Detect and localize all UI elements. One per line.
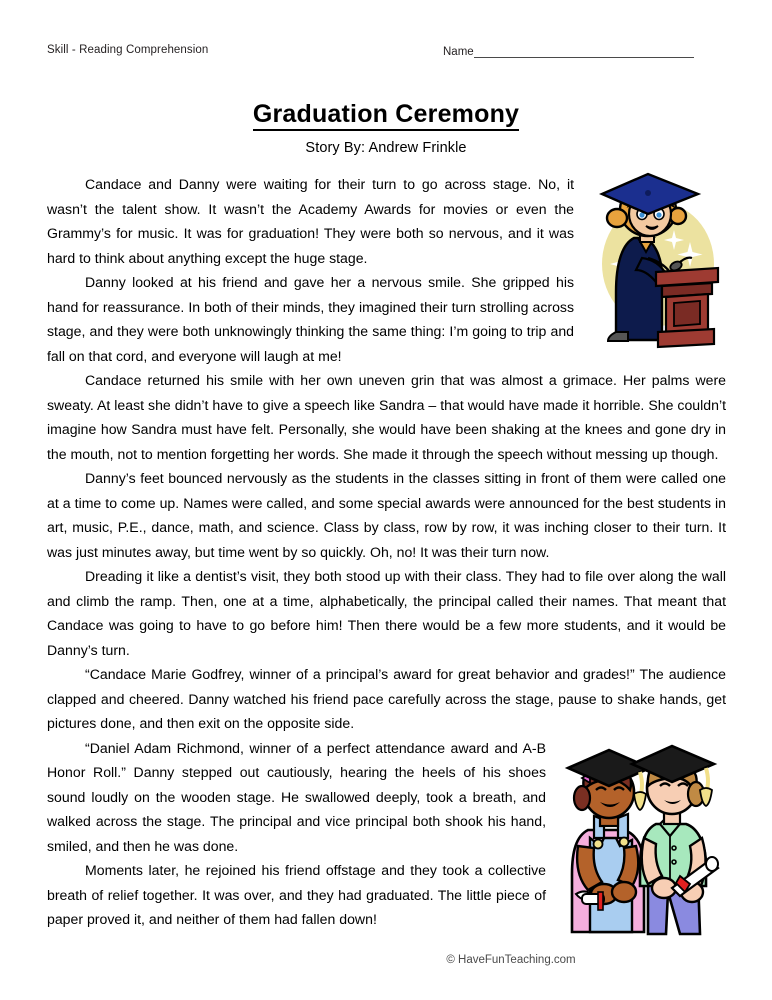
illustration-graduate-at-podium <box>586 172 726 350</box>
worksheet-header <box>47 44 725 64</box>
name-field-group <box>443 44 694 58</box>
name-input-line[interactable] <box>474 44 694 58</box>
story-paragraph: Dreading it like a dentist’s visit, they both stood up with their class. They had to file over along the wall and climb the ramp. Then, one at a time, alphabetically, the principal called their names. That meant that Candace was going to have to go before him! Then there would be a few more students, and it would be Danny’s turn. <box>47 568 726 658</box>
story-body <box>47 172 726 938</box>
footer <box>0 954 772 966</box>
story-paragraph: Danny looked at his friend and gave her a nervous smile. She gripped his hand for reassurance. In both of their minds, they imagined their turn strolling across stage, and they were both unknowingly thinking the same thing: I’m going to trip and fall on that cord, and everyone will laugh at me! <box>47 274 574 364</box>
story-paragraph: Candace and Danny were waiting for their turn to go across stage. No, it wasn’t the talent show. It wasn’t the Academy Awards for movies or even the Grammy’s for music. It was for graduation! They were both so nervous, and it was hard to think about anything except the huge stage. <box>47 176 574 266</box>
story-paragraph: Candace returned his smile with her own uneven grin that was almost a grimace. Her palms were sweaty. At least she didn’t have to give a speech like Sandra – that would have made it horrible. She couldn’t imagine how Sandra must have felt. Personally, she would have been shaking at the knees and gone dry in the mouth, not to mention forgetting her words. She made it through the speech without messing up though. <box>47 372 726 462</box>
story-paragraph: Danny’s feet bounced nervously as the students in the classes sitting in front of them were called one at a time to come up. Names were called, and some special awards were announced for the best students in art, music, P.E., dance, math, and science. Class by class, row by row, it was inching closer to their turn. It was just minutes away, but time went by so quickly. Oh, no! It was their turn now. <box>47 470 726 560</box>
graduate-podium-icon <box>586 172 726 350</box>
page-title: Graduation Ceremony <box>253 100 519 131</box>
illustration-two-graduates <box>560 742 726 938</box>
copyright-text: © HaveFunTeaching.com <box>446 954 576 966</box>
title-block <box>0 100 772 156</box>
skill-label: Skill - Reading Comprehension <box>47 44 209 56</box>
name-label: Name <box>443 46 474 58</box>
two-graduates-icon <box>560 742 726 938</box>
story-paragraph: Moments later, he rejoined his friend offstage and they took a collective breath of relief together. It was over, and they had graduated. The little piece of paper proved it, and neither of them had fallen down! <box>47 862 546 928</box>
story-paragraph: “Candace Marie Godfrey, winner of a principal’s award for great behavior and grades!” The audience clapped and cheered. Danny watched his friend pace carefully across the stage, pause to shake hands, get pictures done, and then exit on the opposite side. <box>47 666 726 732</box>
story-paragraph: “Daniel Adam Richmond, winner of a perfect attendance award and A-B Honor Roll.” Danny stepped out cautiously, hearing the heels of his shoes sound loudly on the wooden stage. He swallowed deeply, took a breath, and walked across the stage. The principal and vice principal both shook his hand, smiled, and then he was done. <box>47 739 546 854</box>
story-byline: Story By: Andrew Frinkle <box>305 140 467 156</box>
